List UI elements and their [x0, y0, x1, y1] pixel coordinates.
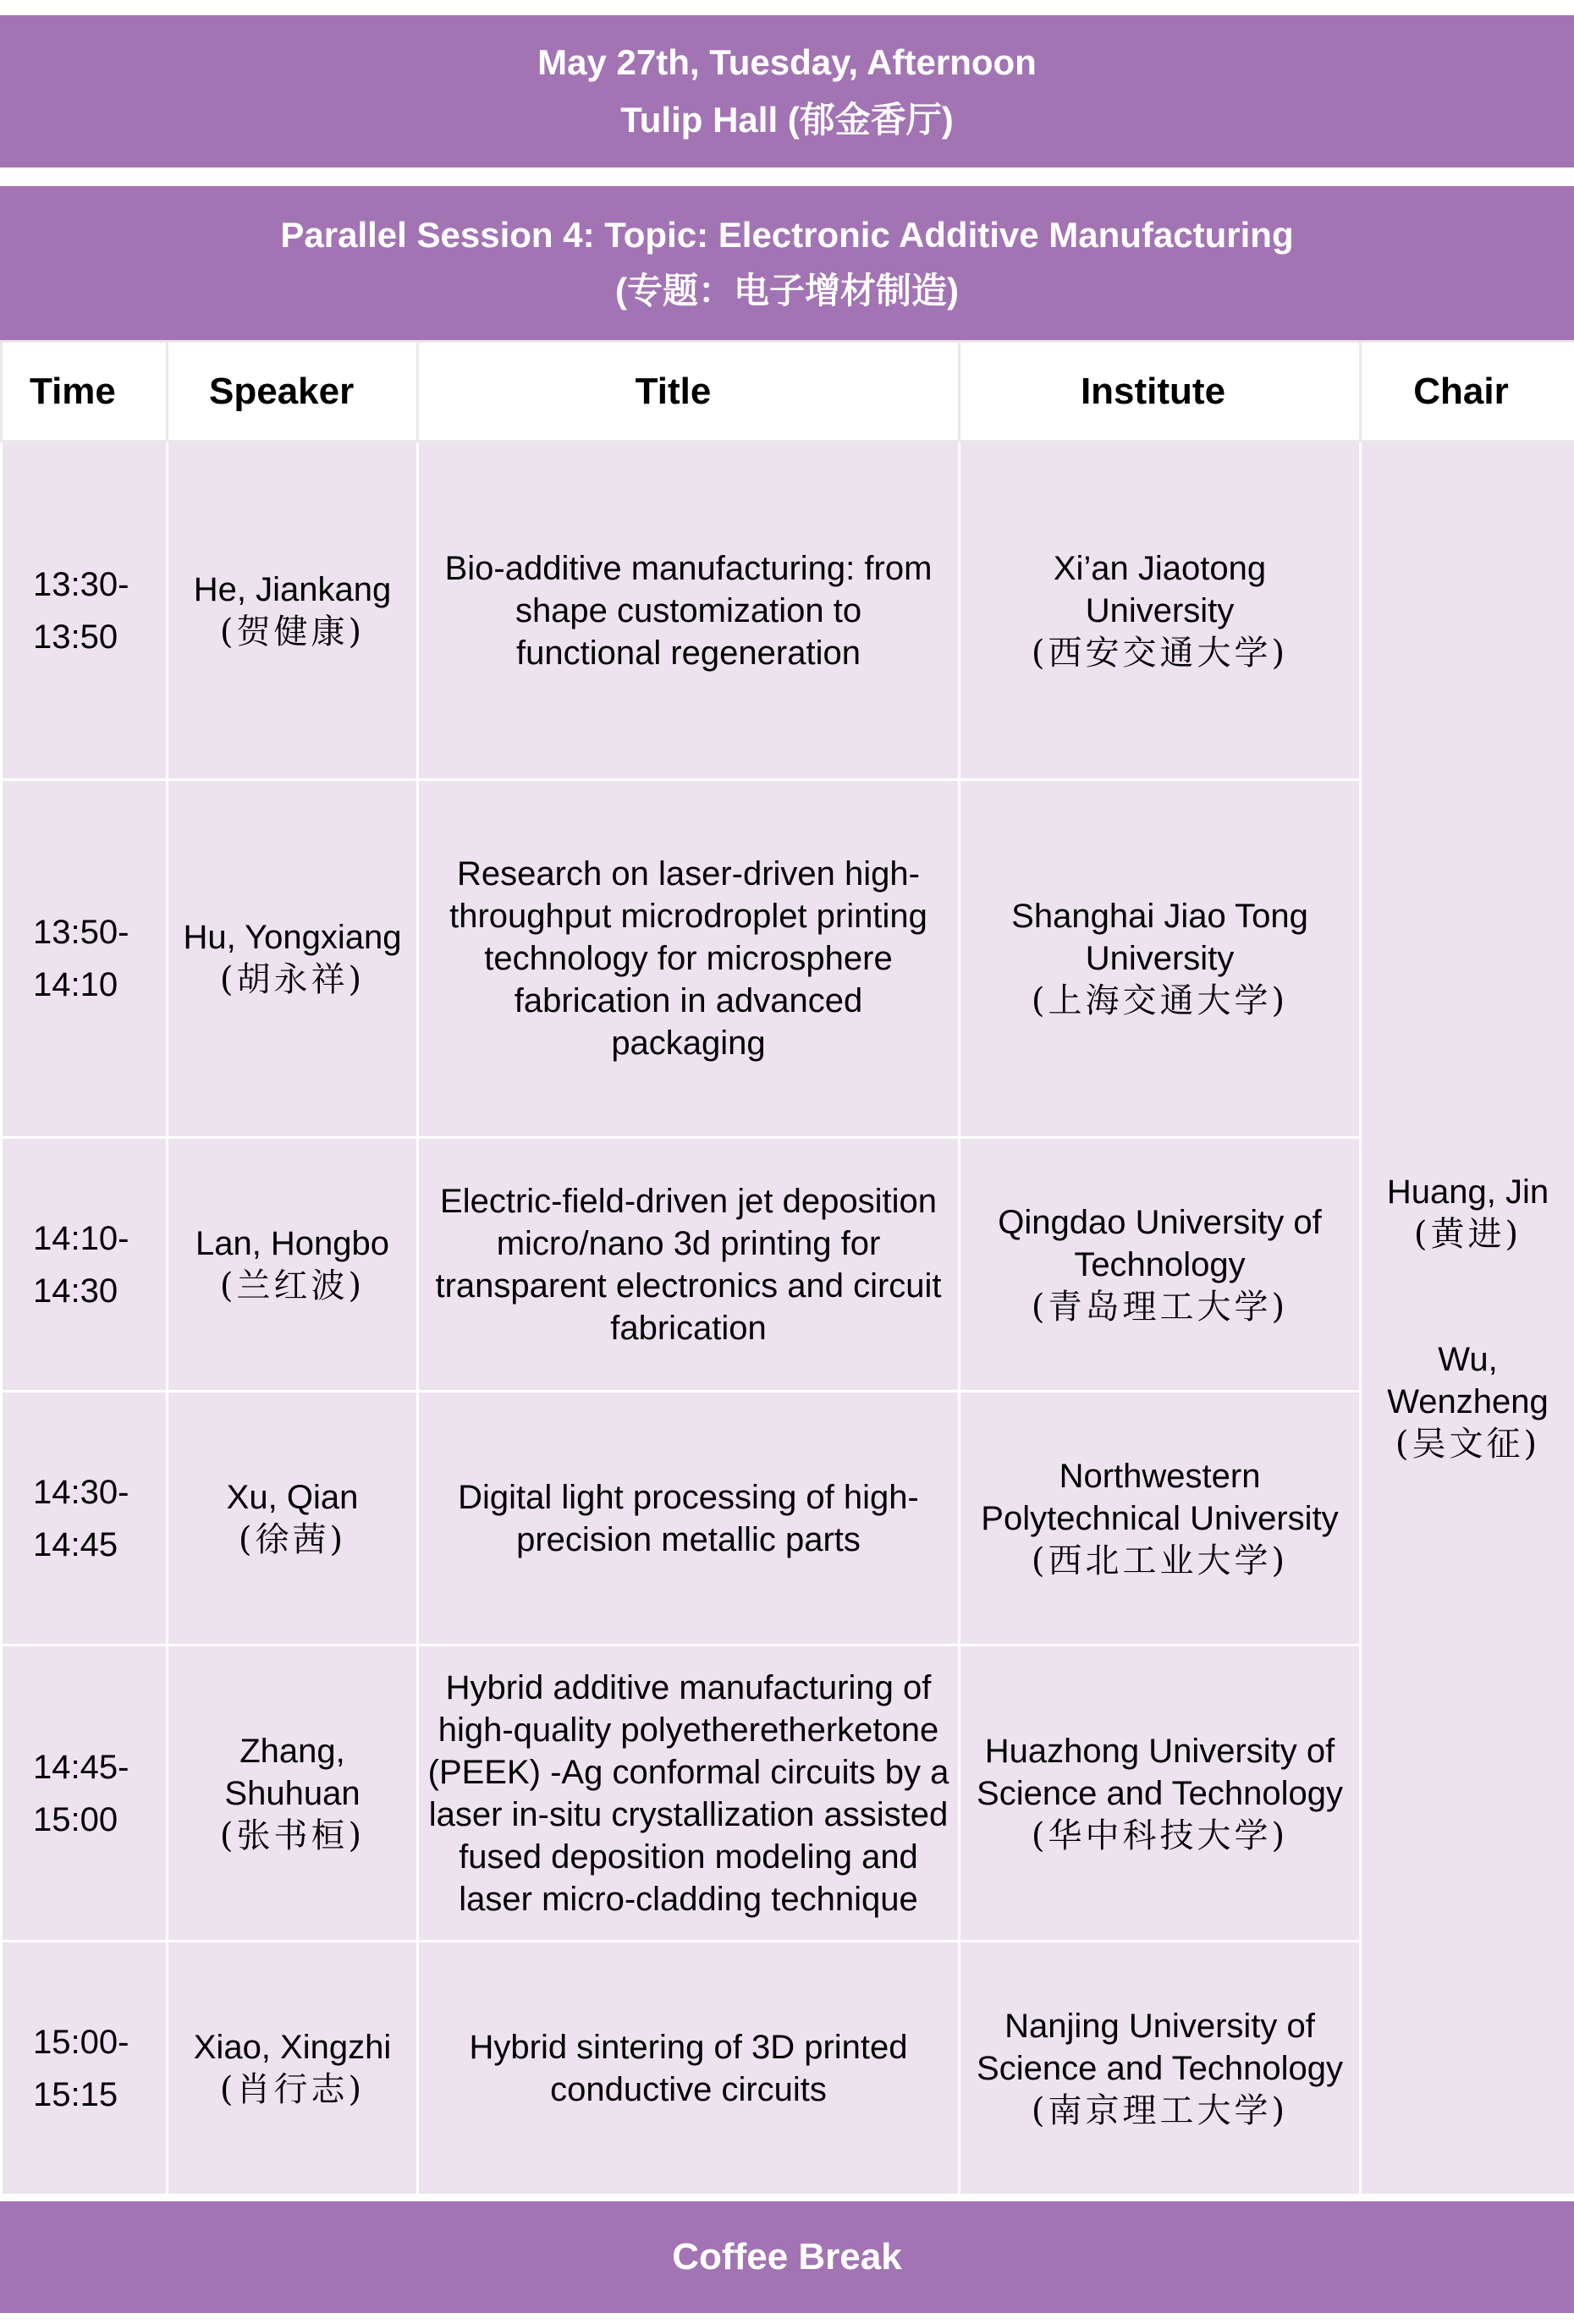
time-end: 14:10 — [33, 966, 118, 1003]
speaker-name-cn: (兰红波) — [219, 1266, 366, 1305]
institute-cell — [960, 1645, 1361, 1942]
speaker-name: Lan, Hongbo — [195, 1224, 390, 1262]
table-row — [2, 1138, 1574, 1392]
table-row — [2, 1942, 1574, 2195]
speaker-name-cn: (张书桓) — [219, 1816, 366, 1855]
speaker-name-cn: (贺健康) — [219, 612, 366, 651]
speaker-name: Hu, Yongxiang — [183, 919, 402, 956]
institute-name-cn: (西北工业大学) — [1031, 1541, 1289, 1580]
speaker-name: Xu, Qian — [226, 1478, 359, 1516]
institute-name-cn: (南京理工大学) — [1031, 2091, 1289, 2130]
speaker-name: He, Jiankang — [193, 570, 392, 608]
institute-name-cn: (青岛理工大学) — [1031, 1287, 1289, 1327]
schedule-table — [0, 340, 1574, 2196]
time-start: 14:10- — [33, 1219, 129, 1257]
session-title-cn: (专题：电子增材制造) — [615, 271, 959, 310]
chair-name-cn: (黄进) — [1413, 1215, 1522, 1254]
institute-cell — [960, 1138, 1361, 1392]
table-header-row — [2, 342, 1574, 442]
header-venue: Tulip Hall (郁金香厅) — [620, 100, 954, 140]
institute-cell — [960, 780, 1361, 1138]
speaker-name-cn: (胡永祥) — [219, 960, 366, 999]
time-cell — [2, 1138, 168, 1392]
chair-name-cn: (吴文征) — [1395, 1425, 1541, 1464]
institute-name: Xi’an Jiaotong University — [1053, 549, 1267, 629]
column-header-speaker: Speaker — [168, 342, 418, 442]
speaker-name: Xiao, Xingzhi — [193, 2028, 392, 2066]
column-header-chair: Chair — [1361, 342, 1574, 442]
coffee-break-banner — [0, 2201, 1574, 2313]
speaker-cell — [168, 1645, 418, 1942]
chair-spacer — [1365, 1255, 1571, 1338]
talk-title: Bio-additive manufacturing: from shape customization to functional regeneration — [418, 442, 960, 780]
speaker-name: Zhang, Shuhuan — [224, 1732, 360, 1812]
time-end: 14:45 — [33, 1525, 118, 1563]
institute-name: Huazhong University of Science and Technology — [977, 1732, 1343, 1812]
time-start: 15:00- — [33, 2023, 129, 2061]
institute-cell — [960, 1392, 1361, 1645]
time-cell — [2, 780, 168, 1138]
column-header-time: Time — [2, 342, 168, 442]
time-start: 14:30- — [33, 1473, 129, 1511]
speaker-cell — [168, 1138, 418, 1392]
talk-title: Research on laser-driven high-throughput microdroplet printing technology for microsphere fabrication in advanced packaging — [418, 780, 960, 1138]
speaker-cell — [168, 1392, 418, 1645]
institute-name-cn: (上海交通大学) — [1031, 981, 1289, 1020]
chair-cell — [1361, 442, 1574, 2195]
time-cell — [2, 442, 168, 780]
speaker-cell — [168, 442, 418, 780]
speaker-name-cn: (肖行志) — [219, 2069, 366, 2109]
institute-name: Nanjing University of Science and Technology — [977, 2007, 1343, 2087]
chair-name: Wu, Wenzheng — [1387, 1341, 1549, 1420]
session-banner — [0, 186, 1574, 340]
institute-name: Northwestern Polytechnical University — [981, 1457, 1339, 1537]
talk-title: Hybrid sintering of 3D printed conductive circuits — [418, 1942, 960, 2195]
time-cell — [2, 1645, 168, 1942]
speaker-name-cn: (徐茜) — [238, 1519, 347, 1559]
institute-name: Qingdao University of Technology — [998, 1203, 1322, 1283]
table-row — [2, 780, 1574, 1138]
time-start: 13:50- — [33, 914, 129, 951]
schedule-header — [0, 15, 1574, 168]
chair-name: Huang, Jin — [1386, 1173, 1549, 1211]
header-date: May 27th, Tuesday, Afternoon — [537, 42, 1037, 82]
time-cell — [2, 1942, 168, 2195]
session-title: Parallel Session 4: Topic: Electronic Additive Manufacturing — [280, 215, 1294, 255]
column-header-title: Title — [418, 342, 960, 442]
institute-cell — [960, 442, 1361, 780]
column-header-institute: Institute — [960, 342, 1361, 442]
institute-cell — [960, 1942, 1361, 2195]
speaker-cell — [168, 780, 418, 1138]
institute-name-cn: (华中科技大学) — [1031, 1816, 1289, 1855]
time-end: 14:30 — [33, 1272, 118, 1310]
talk-title: Hybrid additive manufacturing of high-quality polyetheretherketone (PEEK) -Ag conformal circuits by a laser in-situ crystallization assisted fused deposition modeling and laser micro-cladding technique — [418, 1645, 960, 1942]
time-start: 14:45- — [33, 1748, 129, 1786]
time-cell — [2, 1392, 168, 1645]
time-end: 15:00 — [33, 1800, 118, 1838]
time-end: 15:15 — [33, 2075, 118, 2113]
table-row — [2, 1645, 1574, 1942]
talk-title: Electric-field-driven jet deposition micro/nano 3d printing for transparent electronics and circuit fabrication — [418, 1138, 960, 1392]
time-start: 13:30- — [33, 565, 129, 603]
speaker-cell — [168, 1942, 418, 2195]
time-end: 13:50 — [33, 618, 118, 656]
talk-title: Digital light processing of high-precision metallic parts — [418, 1392, 960, 1645]
table-row — [2, 442, 1574, 780]
table-row — [2, 1392, 1574, 1645]
institute-name: Shanghai Jiao Tong University — [1011, 898, 1308, 977]
institute-name-cn: (西安交通大学) — [1031, 633, 1289, 673]
coffee-break-label: Coffee Break — [672, 2236, 902, 2277]
